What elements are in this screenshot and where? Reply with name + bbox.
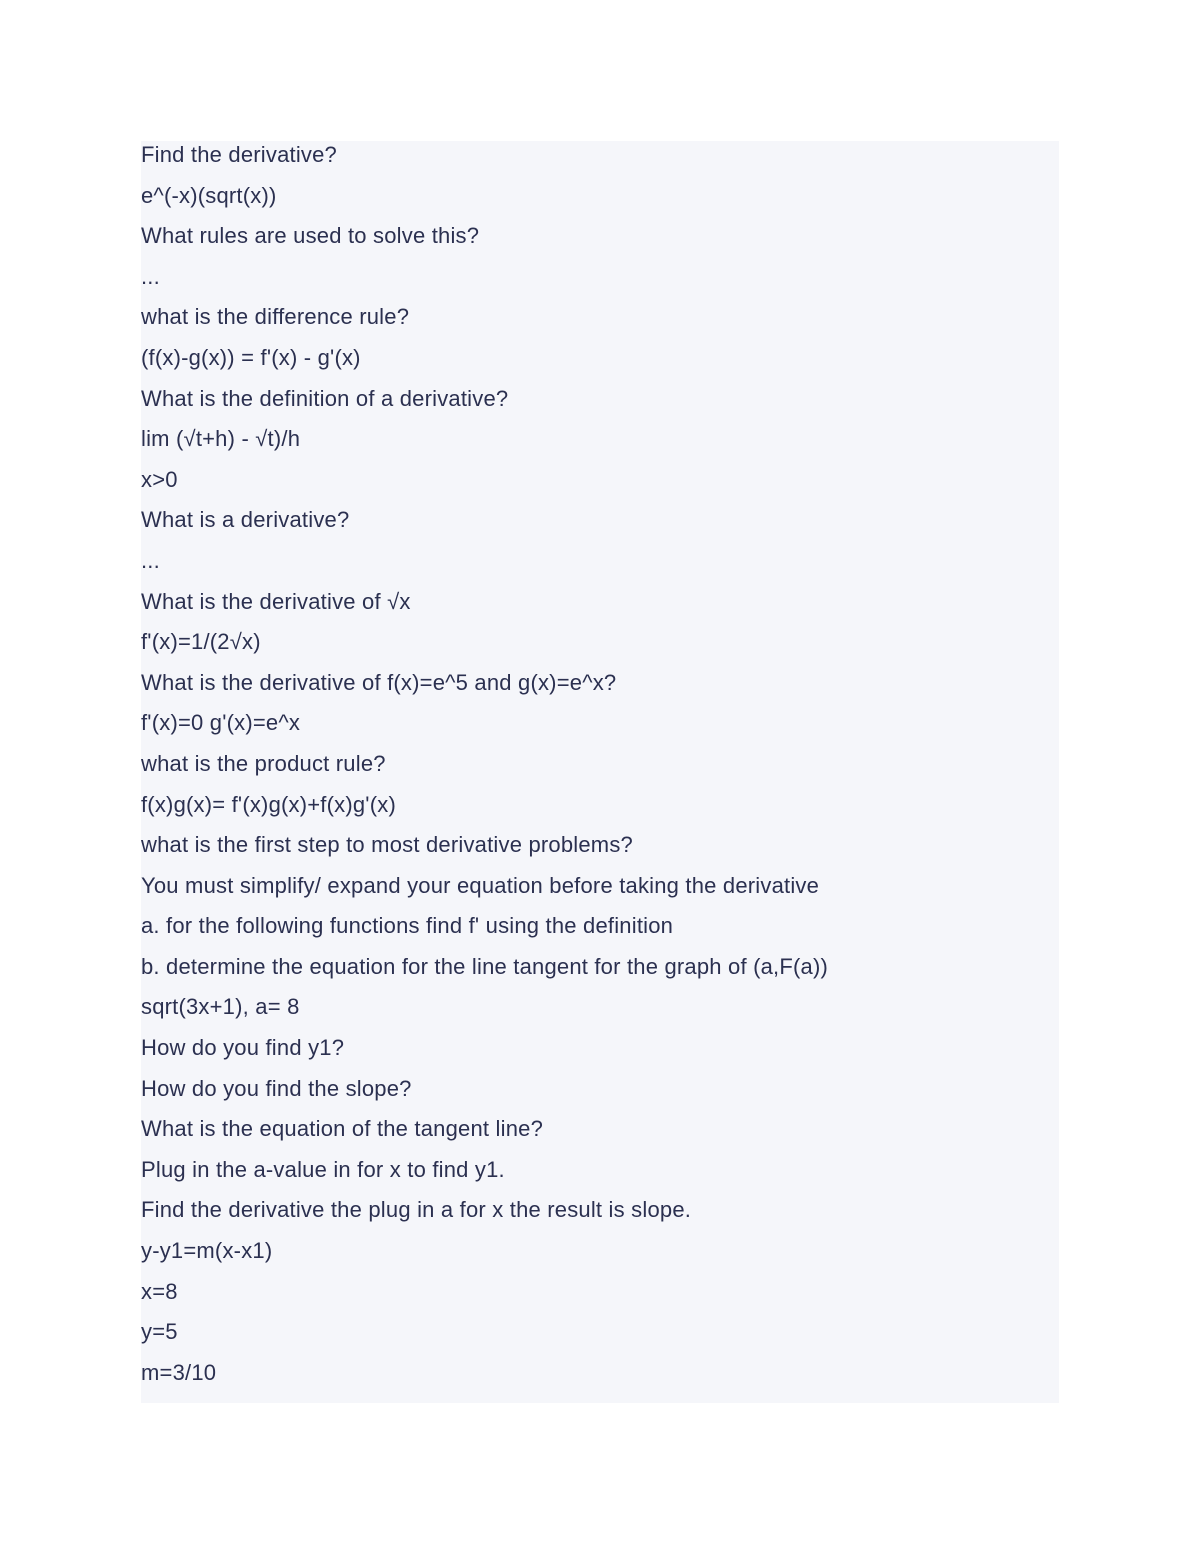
text-line: You must simplify/ expand your equation before taking the derivative bbox=[141, 872, 820, 898]
text-line: what is the first step to most derivative problems? bbox=[141, 832, 633, 858]
text-line: f'(x)=1/(2√x) bbox=[141, 629, 261, 655]
text-line: y=5 bbox=[141, 1319, 178, 1345]
text-line: x>0 bbox=[141, 466, 178, 492]
text-line: What is the derivative of √x bbox=[141, 588, 411, 614]
text-line: y-y1=m(x-x1) bbox=[141, 1238, 273, 1264]
text-line: What is a derivative? bbox=[141, 507, 350, 533]
text-line: How do you find the slope? bbox=[141, 1075, 412, 1101]
text-line: Plug in the a-value in for x to find y1. bbox=[141, 1156, 505, 1182]
text-line: a. for the following functions find f' using the definition bbox=[141, 913, 674, 939]
text-line: (f(x)-g(x)) = f'(x) - g'(x) bbox=[141, 344, 361, 370]
text-line: x=8 bbox=[141, 1278, 178, 1304]
text-line: f'(x)=0 g'(x)=e^x bbox=[141, 710, 301, 736]
text-line: Find the derivative the plug in a for x the result is slope. bbox=[141, 1197, 692, 1223]
text-line: Find the derivative? bbox=[141, 142, 337, 167]
text-line: What is the derivative of f(x)=e^5 and g(x)=e^x? bbox=[141, 669, 617, 695]
document-text bbox=[141, 135, 828, 1393]
text-line: lim (√t+h) - √t)/h bbox=[141, 426, 301, 452]
text-line: what is the difference rule? bbox=[141, 304, 410, 330]
text-line: ... bbox=[141, 263, 160, 289]
text-line: What is the equation of the tangent line? bbox=[141, 1116, 544, 1142]
text-line: What rules are used to solve this? bbox=[141, 223, 480, 249]
text-line: ... bbox=[141, 547, 160, 573]
text-line: e^(-x)(sqrt(x)) bbox=[141, 182, 277, 208]
text-line: what is the product rule? bbox=[141, 750, 386, 776]
text-line: b. determine the equation for the line tangent for the graph of (a,F(a)) bbox=[141, 953, 829, 979]
text-line: sqrt(3x+1), a= 8 bbox=[141, 994, 300, 1020]
text-line: m=3/10 bbox=[141, 1359, 217, 1385]
text-line: f(x)g(x)= f'(x)g(x)+f(x)g'(x) bbox=[141, 791, 396, 817]
text-line: How do you find y1? bbox=[141, 1035, 345, 1061]
text-line: What is the definition of a derivative? bbox=[141, 385, 509, 411]
